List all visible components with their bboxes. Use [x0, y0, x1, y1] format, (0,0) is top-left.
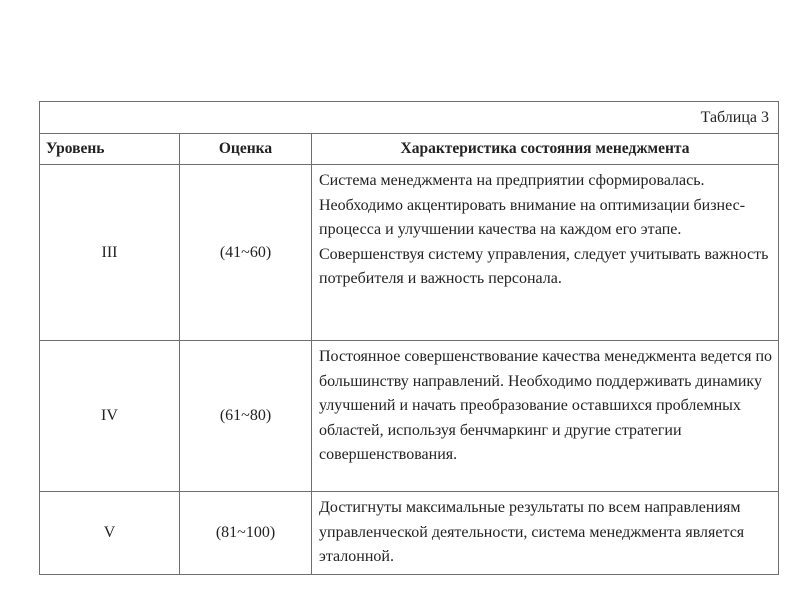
description-cell: Достигнуты максимальные результаты по всем направлениям управленческой деятельности, система менеджмента является эталонной.	[312, 492, 779, 575]
table-row	[40, 492, 779, 575]
table-caption: Таблица 3	[40, 102, 779, 134]
management-level-table-container	[39, 101, 778, 575]
score-cell: (81~100)	[180, 492, 312, 575]
score-cell: (61~80)	[180, 341, 312, 492]
header-description: Характеристика состояния менеджмента	[312, 134, 779, 165]
table-row	[40, 165, 779, 341]
header-row	[40, 134, 779, 165]
description-cell: Постоянное совершенствование качества менеджмента ведется по большинству направлений. Необходимо поддерживать динамику улучшений и начать преобразование оставшихся проблемных областей, используя бенчмаркинг и другие стратегии совершенствования.	[312, 341, 779, 492]
level-cell: V	[40, 492, 180, 575]
level-cell: IV	[40, 341, 180, 492]
table-row	[40, 341, 779, 492]
header-level: Уровень	[40, 134, 180, 165]
caption-row	[40, 102, 779, 134]
management-level-table	[39, 101, 779, 575]
header-score: Оценка	[180, 134, 312, 165]
description-cell: Система менеджмента на предприятии сформировалась. Необходимо акцентировать внимание на оптимизации бизнес-процесса и улучшении качества на каждом его этапе. Совершенствуя систему управления, следует учитывать важность потребителя и важность персонала.	[312, 165, 779, 341]
score-cell: (41~60)	[180, 165, 312, 341]
level-cell: III	[40, 165, 180, 341]
